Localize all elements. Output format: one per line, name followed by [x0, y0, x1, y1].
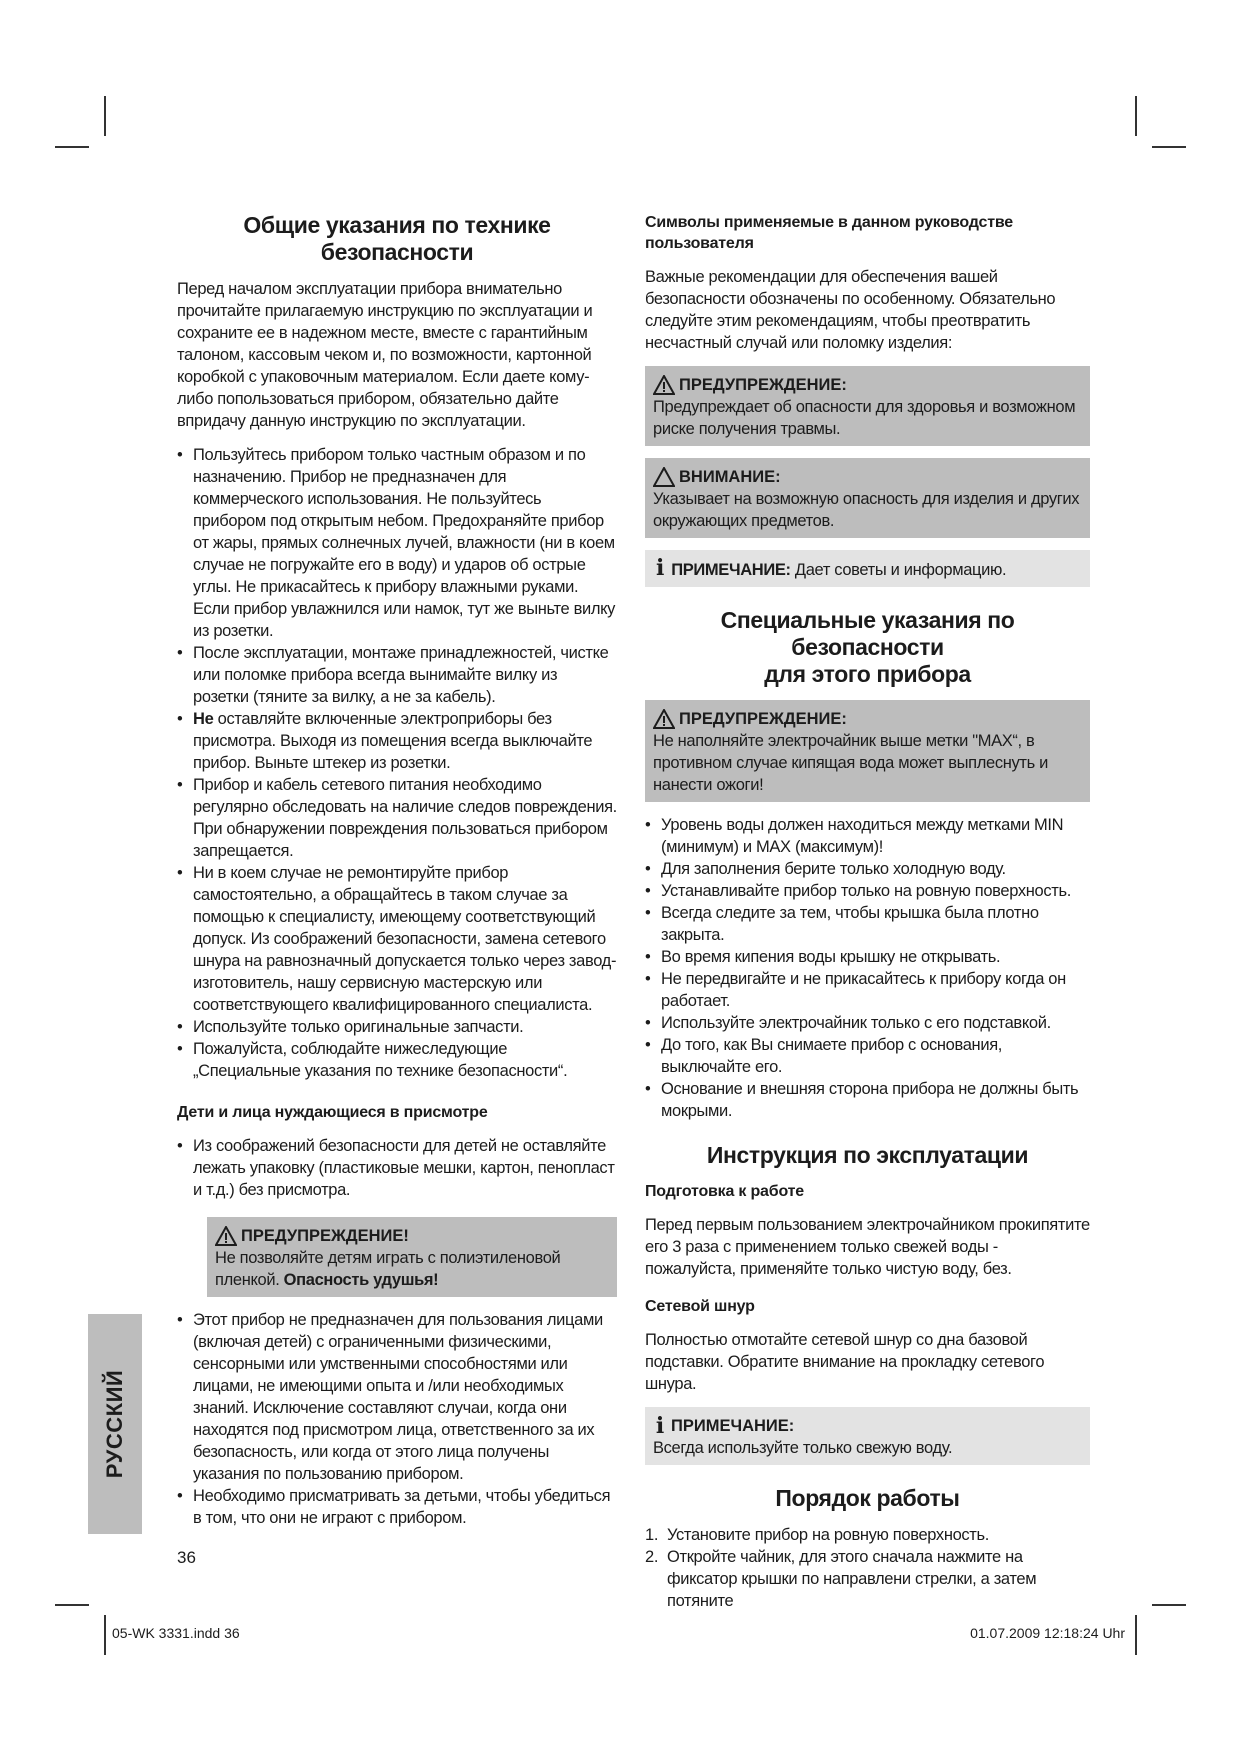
- operation-steps: [645, 1524, 1090, 1612]
- list-item: • Прибор и кабель сетевого питания необходимо регулярно обследовать на наличие следов повреждения. При обнаружении повреждения пользоваться прибором запрещается.: [177, 776, 617, 860]
- crop-mark: [1152, 146, 1186, 148]
- crop-mark: [104, 96, 106, 136]
- cord-title: Сетевой шнур: [645, 1298, 755, 1315]
- list-item: • Уровень воды должен находиться между метками MIN (минимум) и MAX (максимум)!: [645, 816, 1064, 856]
- fresh-water-note-box: [645, 1407, 1090, 1465]
- special-safety-title: Специальные указания по безопасности для этого прибора: [720, 607, 1015, 687]
- info-icon: i: [655, 555, 664, 581]
- list-item: • Во время кипения воды крышку не открывать.: [645, 948, 1001, 966]
- list-item: • Используйте только оригинальные запчасти.: [177, 1018, 524, 1036]
- crop-mark: [55, 1604, 89, 1606]
- operation-title: Порядок работы: [775, 1485, 960, 1511]
- note-box: [645, 550, 1090, 587]
- warning-text: Предупреждает об опасности для здоровья и возможном риске получения травмы.: [653, 398, 1076, 438]
- language-tab: [88, 1314, 142, 1534]
- list-item: • Всегда следите за тем, чтобы крышка была плотно закрыта.: [645, 904, 1039, 944]
- note-text: Дает советы и информацию.: [790, 561, 1007, 579]
- footer-timestamp: 01.07.2009 12:18:24 Uhr: [970, 1625, 1125, 1641]
- safety-title: Общие указания по технике безопасности: [243, 212, 551, 265]
- list-item: • После эксплуатации, монтаже принадлежностей, чистке или поломке прибора всегда вынимайте вилку из розетки (тяните за вилку, а не за кабель).: [177, 644, 609, 706]
- warning-title: ПРЕДУПРЕЖДЕНИЕ:: [679, 376, 847, 394]
- left-column: [177, 212, 617, 1541]
- warning-bold: Опасность удушья!: [283, 1271, 439, 1289]
- list-item: • Основание и внешняя сторона прибора не должны быть мокрыми.: [645, 1080, 1079, 1120]
- caution-title: ВНИМАНИЕ:: [679, 468, 781, 486]
- warning-triangle-icon: [653, 709, 675, 729]
- warning-text: Не наполняйте электрочайник выше метки "MAX“, в противном случае кипящая вода может выплеснуть и нанести ожоги!: [653, 732, 1048, 794]
- footer-file-info: 05-WK 3331.indd 36: [112, 1625, 240, 1641]
- crop-mark: [55, 146, 89, 148]
- list-item: • Для заполнения берите только холодную воду.: [645, 860, 1006, 878]
- children-title: Дети и лица нуждающиеся в присмотре: [177, 1104, 488, 1121]
- list-item: • Устанавливайте прибор только на ровную поверхность.: [645, 882, 1071, 900]
- symbols-title: Символы применяемые в данном руководстве пользователя: [645, 214, 1013, 252]
- list-item: • Пользуйтесь прибором только частным образом и по назначению. Прибор не предназначен для коммерческого использования. Не пользуйтесь прибором под открытым небом. Предохраняйте прибор от жары, прямых солнечных лучей, влажности (ни в коем случае не погружайте его в воду) и ударов об острые углы. Не прикасайтесь к прибору влажными руками. Если прибор увлажнился или намок, тут же выньте вилку из розетки.: [177, 446, 616, 640]
- list-item: • Не оставляйте включенные электроприборы без присмотра. Выходя из помещения всегда выключайте прибор. Выньте штекер из розетки.: [177, 710, 593, 772]
- caution-triangle-icon: [653, 467, 675, 487]
- list-item: • Не передвигайте и не прикасайтесь к прибору когда он работает.: [645, 970, 1066, 1010]
- page-number: 36: [177, 1548, 196, 1567]
- warning-triangle-icon: [653, 375, 675, 395]
- list-item: 1. Установите прибор на ровную поверхность.: [645, 1526, 989, 1544]
- special-bullets: [645, 814, 1090, 1122]
- children-bullets-2: [177, 1309, 617, 1529]
- cord-text: Полностью отмотайте сетевой шнур со дна базовой подставки. Обратите внимание на прокладку сетевого шнура.: [645, 1331, 1045, 1393]
- list-item: • Ни в коем случае не ремонтируйте прибор самостоятельно, а обращайтесь в таком случае за помощью к специалисту, имеющему соответствующий допуск. Из соображений безопасности, замена сетевого шнура на равнозначный допускается только через завод-изготовитель, нашу сервисную мастерскую или соответствующего квалифицированного специалиста.: [177, 864, 617, 1014]
- list-item: • Пожалуйста, соблюдайте нижеследующие „Специальные указания по технике безопасности“.: [177, 1040, 568, 1080]
- list-item: • До того, как Вы снимаете прибор с основания, выключайте его.: [645, 1036, 1003, 1076]
- list-item: • Необходимо присматривать за детьми, чтобы убедиться в том, что они не играют с прибором.: [177, 1487, 611, 1527]
- crop-mark: [1135, 96, 1137, 136]
- crop-mark: [1152, 1604, 1186, 1606]
- symbols-text: Важные рекомендации для обеспечения вашей безопасности обозначены по особенному. Обязательно следуйте этим рекомендациям, чтобы преотвратить несчастный случай или поломку изделия:: [645, 268, 1056, 352]
- caution-text: Указывает на возможную опасность для изделия и других окружающих предметов.: [653, 490, 1080, 530]
- safety-bullets: [177, 444, 617, 1082]
- caution-box: [645, 458, 1090, 538]
- warning-triangle-icon: [215, 1226, 237, 1246]
- crop-mark: [104, 1615, 106, 1655]
- instructions-title: Инструкция по эксплуатации: [706, 1142, 1029, 1168]
- special-warning-box: [645, 700, 1090, 802]
- warning-title: ПРЕДУПРЕЖДЕНИЕ!: [241, 1227, 409, 1245]
- right-column: [645, 212, 1090, 1612]
- language-label: РУССКИЙ: [102, 1369, 127, 1479]
- preparation-text: Перед первым пользованием электрочайником прокипятите его 3 раза с применением только свежей воды - пожалуйста, применяйте только чистую воду, без.: [645, 1216, 1090, 1278]
- warning-text: Не позволяйте детям играть с полиэтиленовой пленкой.: [215, 1249, 561, 1289]
- note-title: ПРИМЕЧАНИЕ:: [671, 1417, 795, 1435]
- children-bullets: [177, 1135, 617, 1201]
- crop-mark: [1135, 1615, 1137, 1655]
- warning-box: [645, 366, 1090, 446]
- warning-title: ПРЕДУПРЕЖДЕНИЕ:: [679, 710, 847, 728]
- safety-intro: Перед началом эксплуатации прибора внимательно прочитайте прилагаемую инструкцию по эксплуатации и сохраните ее в надежном месте, вместе с гарантийным талоном, кассовым чеком и, по возможности, картонной коробкой с упаковочным материалом. Если даете кому-либо попользоваться прибором, обязательно дайте впридачу данную инструкцию по эксплуатации.: [177, 280, 593, 430]
- info-icon: i: [655, 1413, 665, 1439]
- children-warning-box: [207, 1217, 617, 1297]
- list-item: • Используйте электрочайник только с его подставкой.: [645, 1014, 1051, 1032]
- note-title: ПРИМЕЧАНИЕ:: [671, 561, 791, 579]
- list-item: • Этот прибор не предназначен для пользования лицами (включая детей) с ограниченными физическими, сенсорными или умственными способностями или лицами, не имеющими опыта и /или необходимых знаний. Исключение составляют случаи, когда они находятся под присмотром лица, ответственного за их безопасность, или когда от этого лица получены указания по пользованию прибором.: [177, 1311, 603, 1483]
- preparation-title: Подготовка к работе: [645, 1183, 804, 1200]
- list-item: • Из соображений безопасности для детей не оставляйте лежать упаковку (пластиковые мешки, картон, пенопласт и т.д.) без присмотра.: [177, 1137, 615, 1199]
- note-text: Всегда используйте только свежую воду.: [653, 1439, 953, 1457]
- list-item: 2. Откройте чайник, для этого сначала нажмите на фиксатор крышки по направлени стрелки, а затем потяните: [645, 1548, 1037, 1610]
